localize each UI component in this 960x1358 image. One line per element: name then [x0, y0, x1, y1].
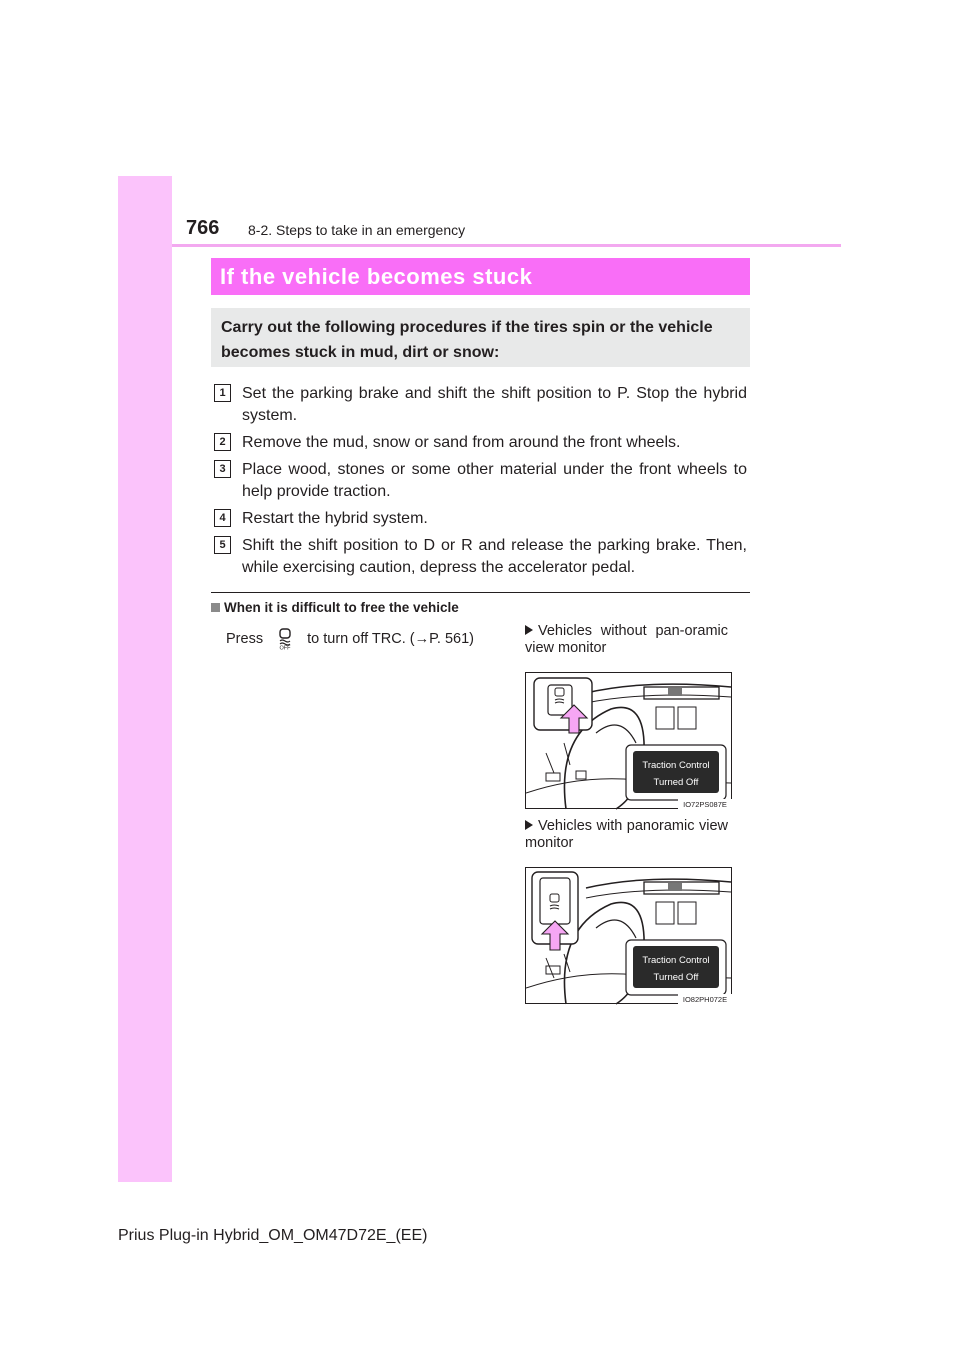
- svg-text:IO82PH072E: IO82PH072E: [682, 995, 728, 1004]
- page-number: 766: [186, 217, 220, 239]
- step-5: [214, 535, 747, 579]
- svg-text:Traction Control: Traction Control: [642, 955, 710, 966]
- dashboard-illustration-1: [525, 672, 732, 809]
- step-number: 2: [214, 433, 231, 451]
- steps-list: [214, 383, 747, 584]
- square-bullet-icon: [211, 603, 220, 612]
- svg-text:Traction Control: Traction Control: [642, 760, 710, 771]
- step-text: Place wood, stones or some other material under the front wheels to help provide traction.: [242, 461, 747, 500]
- step-3: [214, 459, 747, 503]
- step-number: 3: [214, 460, 231, 478]
- step-text: Restart the hybrid system.: [242, 510, 428, 527]
- page-title: If the vehicle becomes stuck: [211, 258, 750, 295]
- svg-text:Turned Off: Turned Off: [653, 972, 699, 983]
- step-2: [214, 432, 747, 454]
- side-tab-strip: [118, 176, 172, 1182]
- svg-text:OFF: OFF: [279, 645, 291, 650]
- dashboard-illustration-2: [525, 867, 732, 1004]
- step-text: Remove the mud, snow or sand from around the front wheels.: [242, 434, 681, 451]
- step-4: [214, 508, 747, 530]
- intro-box: Carry out the following procedures if the tires spin or the vehicle becomes stuck in mud, dirt or snow:: [211, 308, 750, 367]
- step-text: Shift the shift position to D or R and release the parking brake. Then, while exercising caution, depress the accelerator pedal.: [242, 537, 747, 576]
- variant-without-panoramic: Vehicles without pan-oramic view monitor: [525, 623, 728, 656]
- step-text: Set the parking brake and shift the shift position to P. Stop the hybrid system.: [242, 385, 747, 424]
- svg-text:Turned Off: Turned Off: [653, 777, 699, 788]
- section-title: 8-2. Steps to take in an emergency: [248, 222, 466, 238]
- svg-text:IO72PS087E: IO72PS087E: [683, 800, 727, 809]
- header-rule: [172, 244, 841, 247]
- variant-with-panoramic: Vehicles with panoramic view monitor: [525, 818, 728, 851]
- subsection-heading: When it is difficult to free the vehicle: [211, 600, 459, 615]
- subsection-rule: [211, 592, 750, 593]
- triangle-bullet-icon: [525, 820, 533, 830]
- step-number: 1: [214, 384, 231, 402]
- trc-off-icon: [270, 628, 300, 650]
- press-instruction: Press OFF to turn off TRC. (→P. 561): [226, 628, 474, 650]
- step-1: [214, 383, 747, 427]
- step-number: 4: [214, 509, 231, 527]
- step-number: 5: [214, 536, 231, 554]
- triangle-bullet-icon: [525, 625, 533, 635]
- footer-doc-id: Prius Plug-in Hybrid_OM_OM47D72E_(EE): [118, 1227, 428, 1244]
